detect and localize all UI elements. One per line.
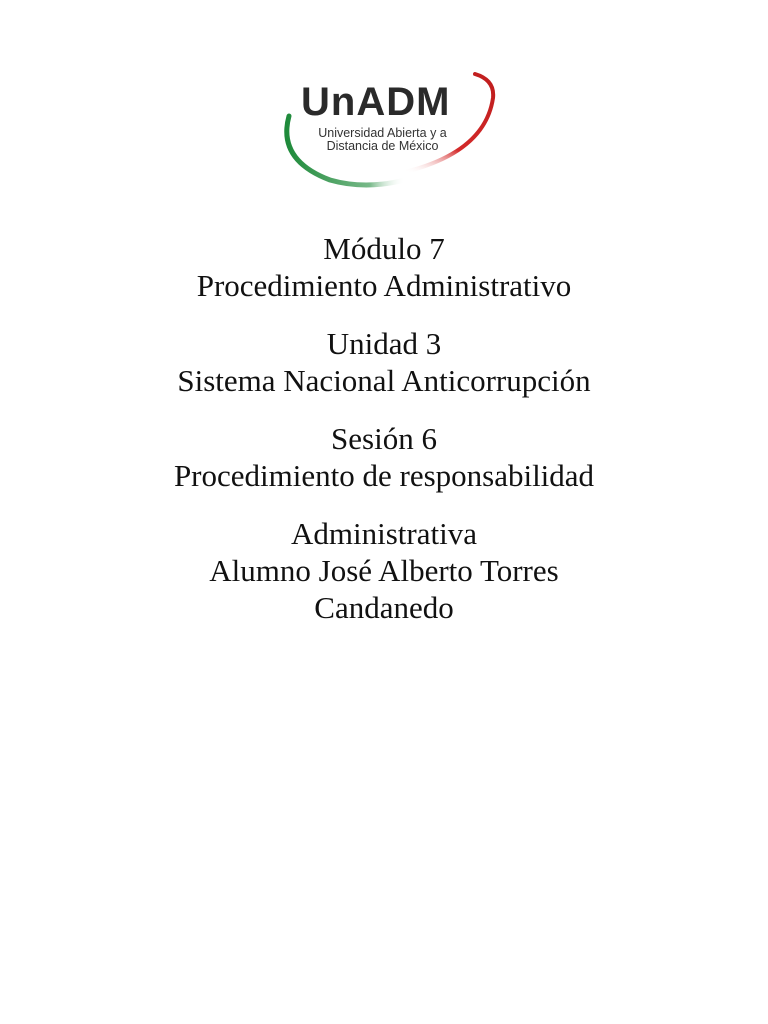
student-block — [0, 515, 768, 626]
module-block — [0, 230, 768, 304]
module-title: Procedimiento Administrativo — [196, 268, 572, 303]
logo-subtitle — [315, 127, 450, 152]
unit-title: Sistema Nacional Anticorrupción — [177, 363, 591, 398]
session-block — [0, 420, 768, 494]
unit-number: Unidad 3 — [326, 326, 442, 361]
student-surname: Candanedo — [314, 590, 454, 625]
module-number: Módulo 7 — [323, 231, 445, 266]
session-title-continued: Administrativa — [291, 516, 477, 551]
logo-name: UnADM — [301, 80, 451, 124]
session-title: Procedimiento de responsabilidad — [173, 458, 595, 493]
logo-subtitle-line-1: Universidad Abierta y a — [318, 126, 447, 140]
student-name: Alumno José Alberto Torres — [209, 553, 559, 588]
unit-block — [0, 325, 768, 399]
logo-subtitle-line-2: Distancia de México — [326, 138, 439, 153]
unadm-logo — [275, 68, 500, 193]
session-number: Sesión 6 — [331, 421, 437, 456]
cover-content — [0, 230, 768, 647]
